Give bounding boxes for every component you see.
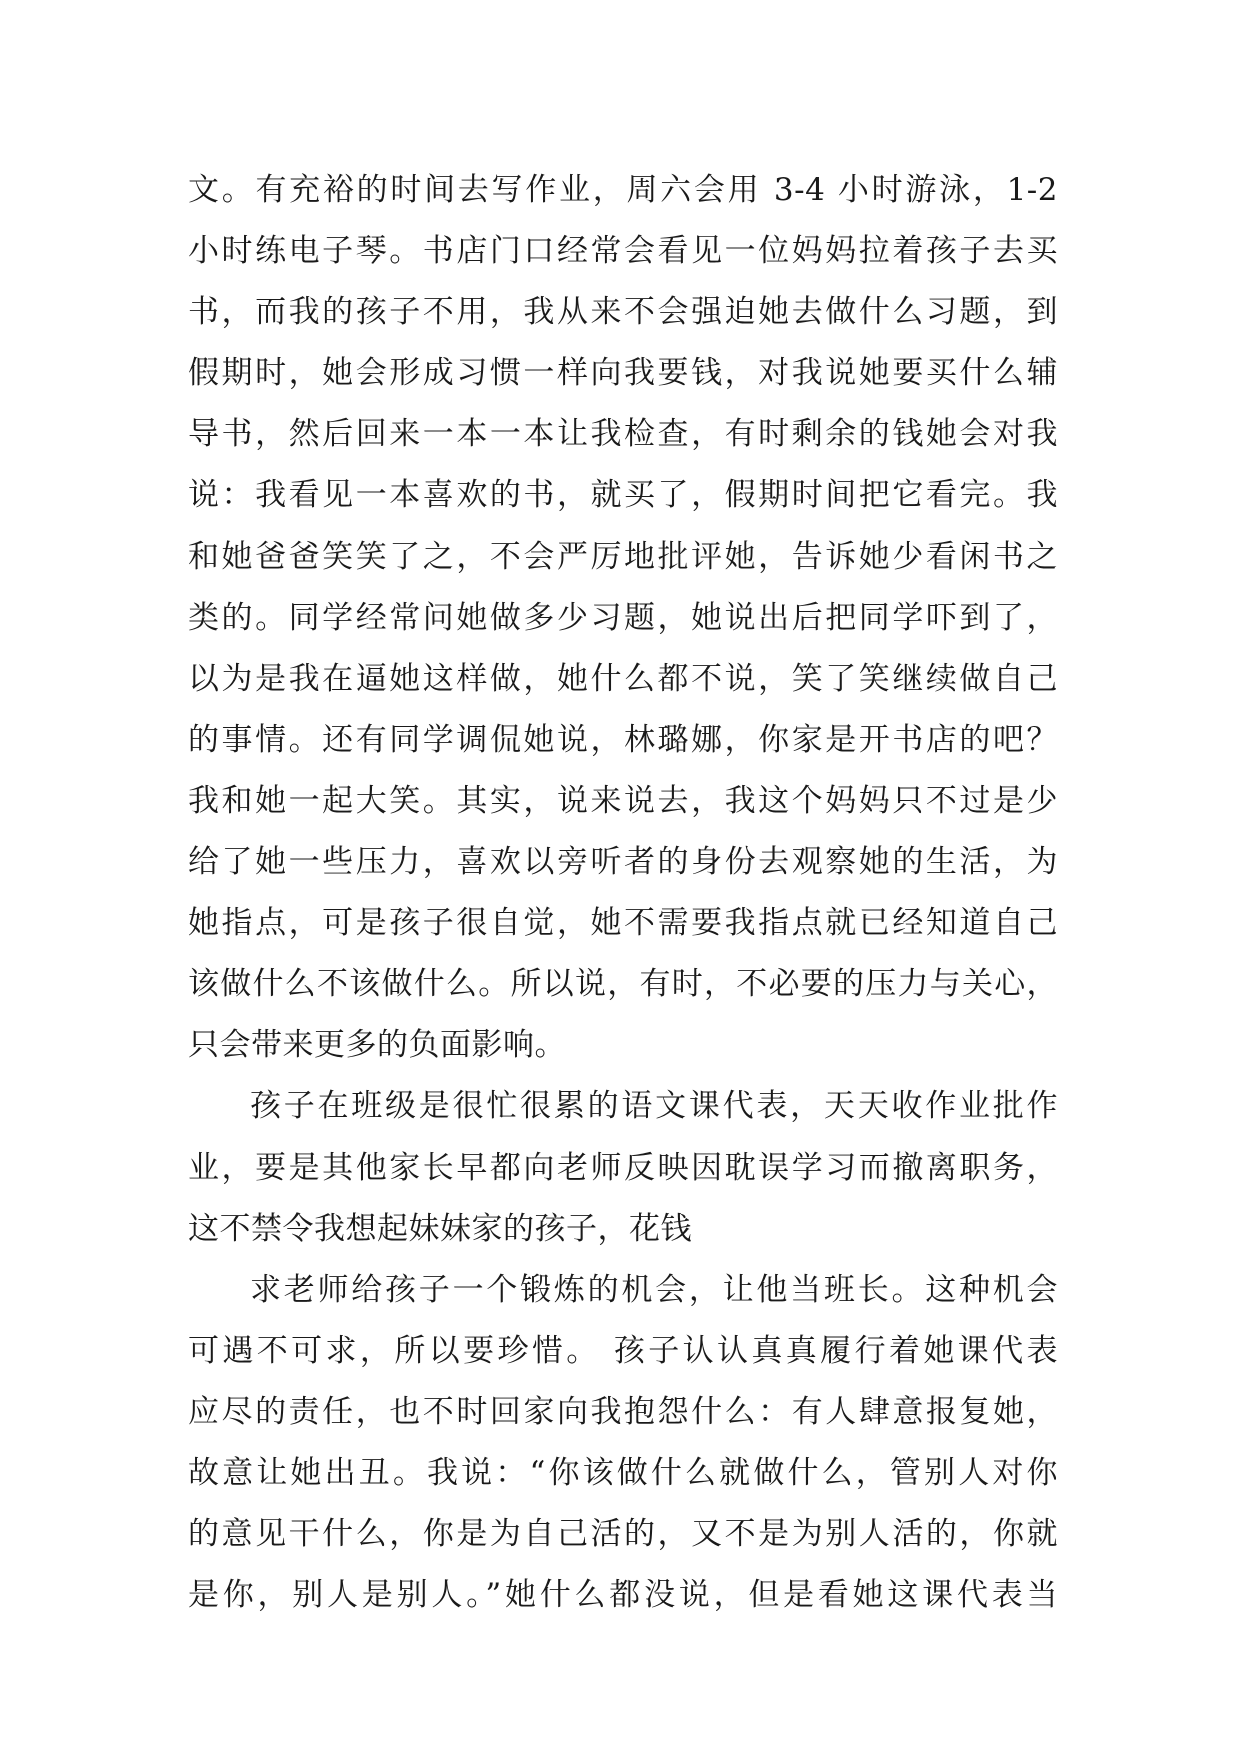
text-line: 小时练电子琴。书店门口经常会看见一位妈妈拉着孩子去买 xyxy=(188,233,1058,270)
text-line: 导书，然后回来一本一本让我检查，有时剩余的钱她会对我 xyxy=(188,416,1058,453)
body-text xyxy=(188,160,1058,1626)
text-line: 给了她一些压力，喜欢以旁听者的身份去观察她的生活，为 xyxy=(188,844,1058,881)
paragraph-start-line: 孩子在班级是很忙很累的语文课代表，天天收作业批作 xyxy=(250,1088,1058,1125)
text-line: 我和她一起大笑。其实，说来说去，我这个妈妈只不过是少 xyxy=(188,782,1058,819)
text-line: 业，要是其他家长早都向老师反映因耽误学习而撤离职务， xyxy=(188,1149,1058,1186)
text-line: 是你，别人是别人。”她什么都没说，但是看她这课代表当 xyxy=(188,1577,1058,1614)
text-line: 和她爸爸笑笑了之，不会严厉地批评她，告诉她少看闲书之 xyxy=(188,538,1058,575)
text-line: 的事情。还有同学调侃她说，林璐娜，你家是开书店的吧？ xyxy=(188,721,1058,758)
paragraph-start-line: 求老师给孩子一个锻炼的机会，让他当班长。这种机会 xyxy=(250,1271,1058,1308)
text-line: 可遇不可求，所以要珍惜。 孩子认认真真履行着她课代表 xyxy=(188,1332,1058,1369)
text-line: 书，而我的孩子不用，我从来不会强迫她去做什么习题，到 xyxy=(188,294,1058,331)
text-line: 应尽的责任，也不时回家向我抱怨什么：有人肆意报复她， xyxy=(188,1393,1058,1430)
text-line: 故意让她出丑。我说：“你该做什么就做什么，管别人对你 xyxy=(188,1454,1058,1491)
text-line: 假期时，她会形成习惯一样向我要钱，对我说她要买什么辅 xyxy=(188,355,1058,392)
text-line: 该做什么不该做什么。所以说，有时，不必要的压力与关心， xyxy=(188,966,1058,1003)
text-line: 类的。同学经常问她做多少习题，她说出后把同学吓到了， xyxy=(188,599,1058,636)
text-line: 说：我看见一本喜欢的书，就买了，假期时间把它看完。我 xyxy=(188,477,1058,514)
text-line: 的意见干什么，你是为自己活的，又不是为别人活的，你就 xyxy=(188,1516,1058,1553)
text-line: 以为是我在逼她这样做，她什么都不说，笑了笑继续做自己 xyxy=(188,660,1058,697)
text-line: 这不禁令我想起妹妹家的孩子，花钱 xyxy=(188,1210,692,1247)
text-line: 她指点，可是孩子很自觉，她不需要我指点就已经知道自己 xyxy=(188,905,1058,942)
text-line: 文。有充裕的时间去写作业，周六会用 3-4 小时游泳，1-2 xyxy=(188,172,1058,208)
text-line: 只会带来更多的负面影响。 xyxy=(188,1027,566,1064)
